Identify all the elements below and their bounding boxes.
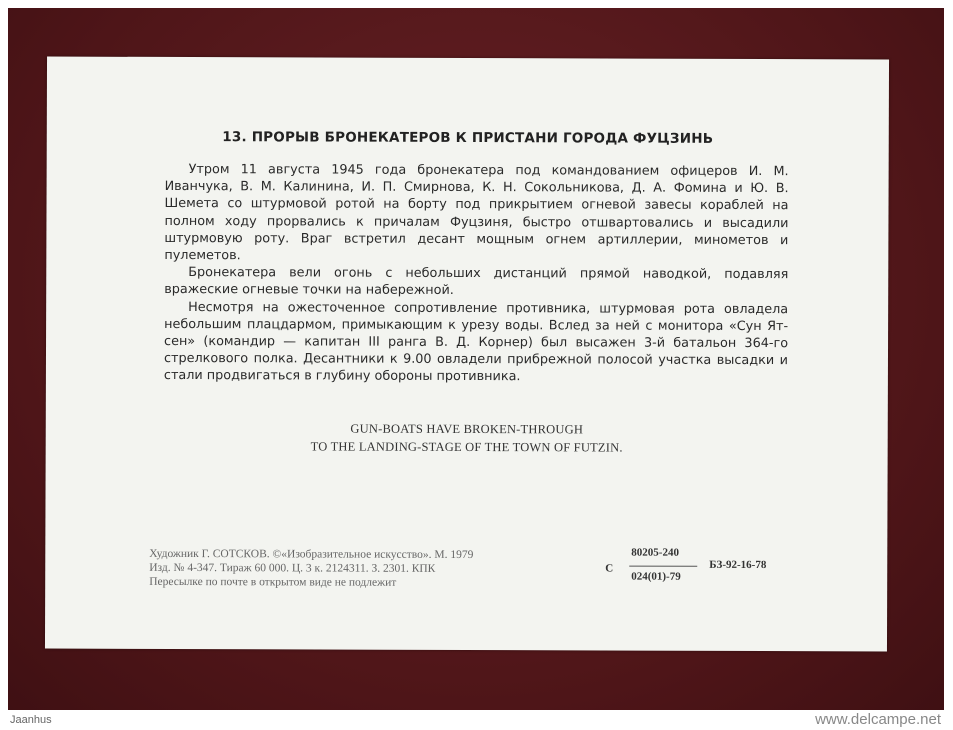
english-caption-line-1: GUN-BOATS HAVE BROKEN-THROUGH bbox=[350, 421, 584, 437]
imprint-line-3: Пересылке по почте в открытом виде не подлежит bbox=[149, 575, 397, 589]
catalog-code bbox=[605, 546, 805, 593]
postcard-back bbox=[45, 57, 889, 652]
seller-name: Jaanhus bbox=[10, 714, 52, 726]
english-caption-line-2: TO THE LANDING-STAGE OF THE TOWN OF FUTZIN. bbox=[310, 439, 623, 455]
card-title: 13. ПРОРЫВ БРОНЕКАТЕРОВ К ПРИСТАНИ ГОРОДА ФУЦЗИНЬ bbox=[222, 129, 714, 147]
paragraph-2: Бронекатера вели огонь с небольших дистанций прямой наводкой, подавляя вражеские огневые точки на набережной. bbox=[164, 265, 789, 299]
catalog-denominator: 024(01)-79 bbox=[631, 570, 681, 583]
imprint-line-1: Художник Г. СОТСКОВ. ©«Изобразительное искусство». М. 1979 bbox=[149, 547, 474, 562]
paragraph-3: Несмотря на ожесточенное сопротивление противника, штурмовая рота овладела небольшим плацдармом, примыкающим к урезу воды. Вслед за ней с монитора «Сун Ят-сен» (командир — капитан III ранга В. Д. Корнер) был высажен 3-й батальон 364-го стрелкового полка. Десантники к 9.00 овладели прибрежной полосой участка высадки и стали продвигаться в глубину обороны противника. bbox=[163, 299, 789, 385]
card-body-text bbox=[164, 161, 789, 387]
english-caption bbox=[46, 419, 888, 458]
paragraph-1: Утром 11 августа 1945 года бронекатера под командованием офицеров И. М. Иванчука, В. М. Калинина, И. П. Смирнова, К. Н. Сокольникова, Д. А. Фомина и Ю. В. Шемета со штурмовой ротой на борту под прикрытием огневой завесы кораблей на полном ходу прорвались к причалам Фуцзиня, быстро отшвартовались и высадили штурмовую роту. Враг встретил десант мощным огнем артиллерии, минометов и пулеметов. bbox=[164, 162, 789, 264]
catalog-letter: С bbox=[605, 562, 614, 575]
watermark-url: www.delcampe.net bbox=[815, 711, 941, 728]
fraction-line bbox=[629, 566, 697, 567]
catalog-numerator: 80205-240 bbox=[631, 546, 680, 559]
catalog-bz-code: БЗ-92-16-78 bbox=[709, 558, 767, 572]
imprint-line-2: Изд. № 4-347. Тираж 60 000. Ц. 3 к. 2124311. З. 2301. КПК bbox=[149, 561, 436, 575]
publisher-imprint bbox=[149, 547, 473, 590]
